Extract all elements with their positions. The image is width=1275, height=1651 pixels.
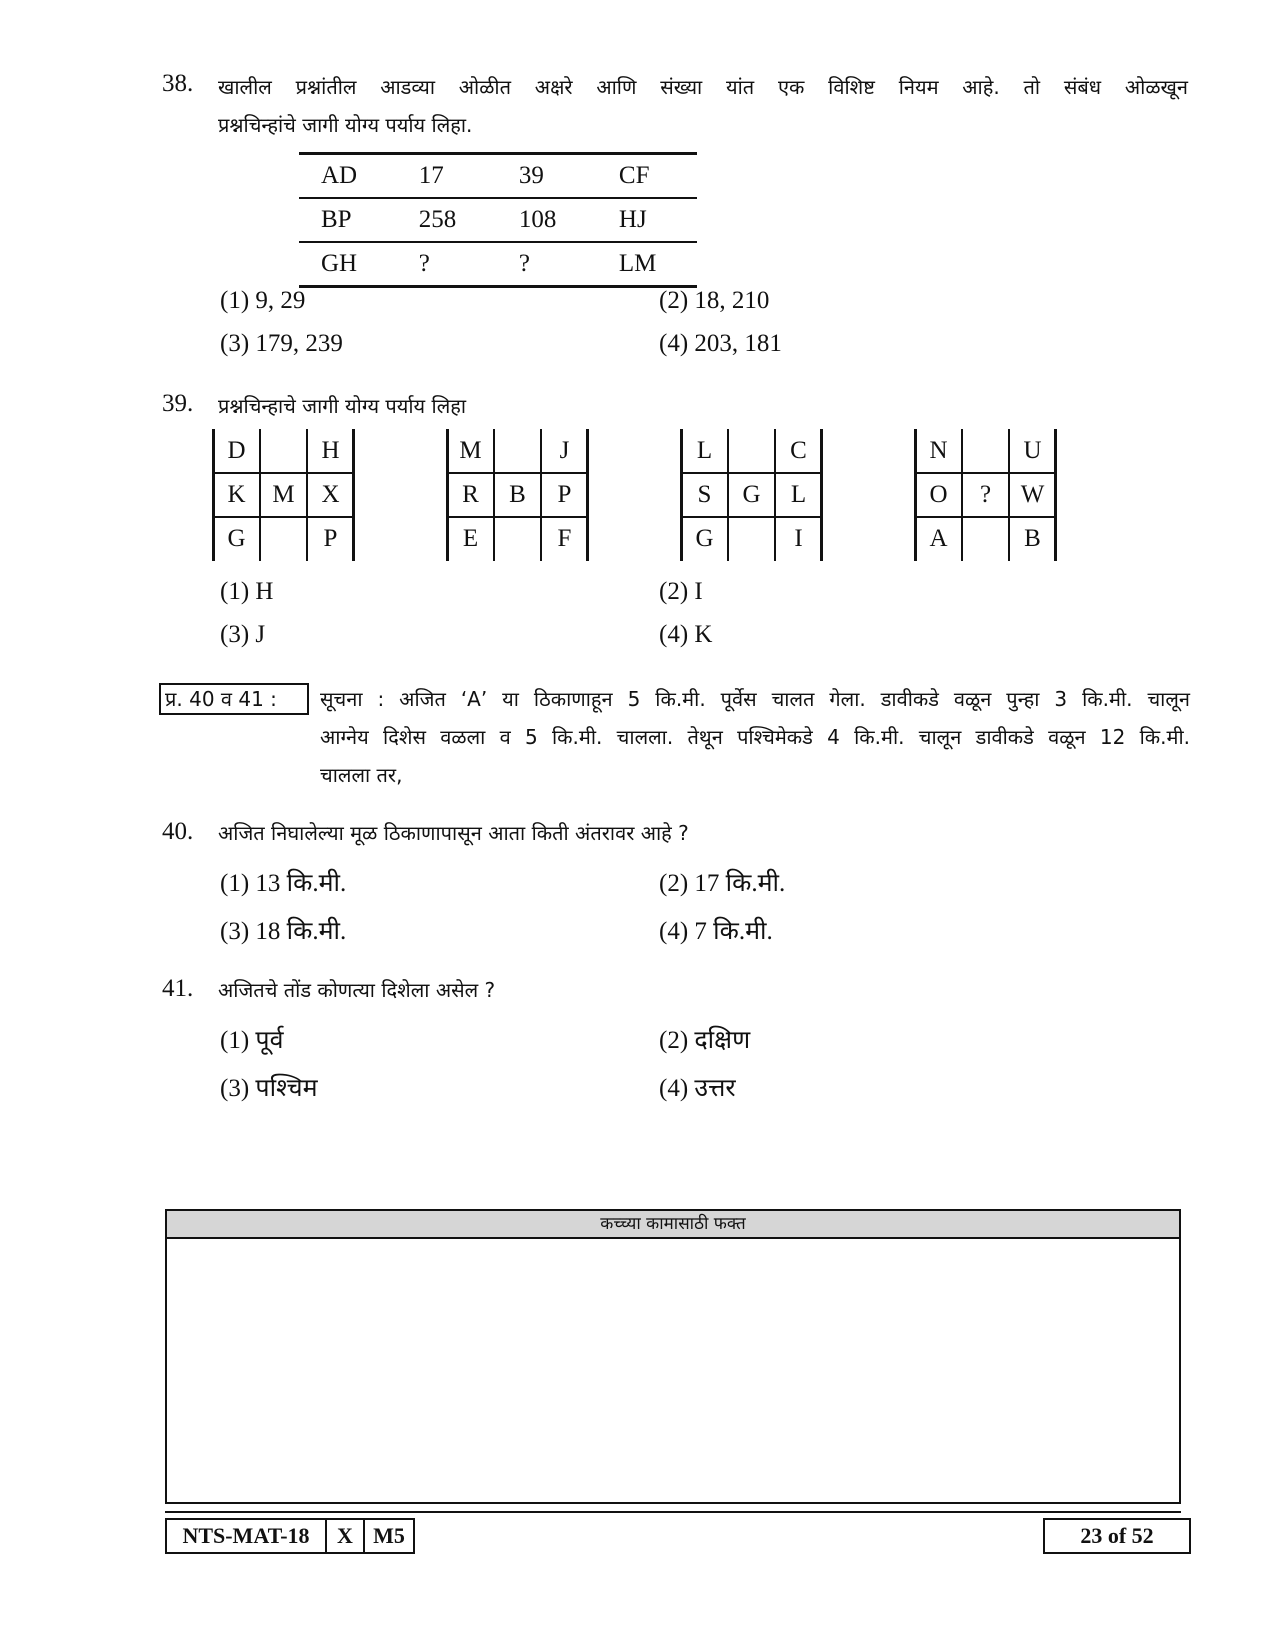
question-38-number: 38. [162, 70, 194, 97]
note-text-line1: सूचना : अजित ‘A’ या ठिकाणाहून 5 कि.मी. पूर्वेस चालत गेला. डावीकडे वळून पुन्हा 3 कि.मी. चालून [320, 687, 1190, 711]
question-38-option-1[interactable]: (1) 9, 29 [220, 287, 306, 314]
question-38-option-2[interactable]: (2) 18, 210 [659, 287, 770, 314]
question-41-option-4[interactable] [659, 1070, 736, 1104]
question-41-option-3[interactable] [220, 1070, 318, 1104]
grid-cell [494, 429, 541, 473]
option-text: (3) पश्चिम [220, 1075, 318, 1102]
table-cell: 258 [418, 206, 457, 233]
table-cell: HJ [618, 206, 647, 233]
question-39-number: 39. [162, 390, 194, 417]
question-40-option-3[interactable] [220, 913, 346, 947]
grid-cell: M [459, 437, 482, 464]
question-38-text-line1: खालील प्रश्नांतील आडव्या ओळीत अक्षरे आणि संख्या यांत एक विशिष्ट नियम आहे. तो संबंध ओळखून [218, 75, 1188, 99]
grid-cell: B [1024, 525, 1041, 552]
grid-cell: S [697, 481, 712, 508]
grid-cell: L [790, 481, 807, 508]
question-41-number: 41. [162, 975, 194, 1002]
grid-cell: O [929, 481, 948, 508]
grid-cell: H [321, 437, 340, 464]
note-label-box: प्र. 40 व 41 : [159, 683, 309, 715]
table-row [299, 198, 697, 242]
grid-cell [728, 517, 775, 561]
grid-cell: M [272, 481, 295, 508]
table-cell: 17 [418, 162, 444, 189]
grid-cell: G [227, 525, 246, 552]
question-39-option-4[interactable]: (4) K [659, 621, 713, 648]
footer-medium: M5 [363, 1518, 415, 1554]
question-41-option-1[interactable] [220, 1022, 284, 1056]
option-text: (2) 17 कि.मी. [659, 870, 786, 897]
question-39-option-3[interactable]: (3) J [220, 621, 266, 648]
table-cell: 39 [518, 162, 544, 189]
grid-cell: I [794, 525, 803, 552]
question-38-option-3[interactable]: (3) 179, 239 [220, 330, 343, 357]
grid-cell: N [929, 437, 948, 464]
table-cell: CF [618, 162, 650, 189]
grid-cell [260, 517, 307, 561]
option-text: (1) 13 कि.मी. [220, 870, 347, 897]
table-cell: ? [518, 250, 530, 277]
grid-cell: C [790, 437, 807, 464]
option-text: (3) 18 कि.मी. [220, 918, 347, 945]
grid-cell: D [227, 437, 246, 464]
letter-grid-1 [212, 429, 354, 561]
grid-cell: P [557, 481, 572, 508]
letter-grid-2 [446, 429, 588, 561]
table-cell: ? [418, 250, 430, 277]
question-39-option-2[interactable]: (2) I [659, 578, 703, 605]
option-text: (4) 7 कि.मी. [659, 918, 773, 945]
question-40-number: 40. [162, 818, 194, 845]
grid-cell [494, 517, 541, 561]
letter-grid-3 [680, 429, 822, 561]
grid-cell: K [227, 481, 246, 508]
table-cell: AD [321, 162, 358, 189]
footer-page-number: 23 of 52 [1043, 1518, 1191, 1554]
question-39-option-1[interactable]: (1) H [220, 578, 274, 605]
table-cell: BP [321, 206, 352, 233]
question-38-table [299, 152, 697, 288]
rough-work-box [165, 1209, 1181, 1504]
grid-cell: E [462, 525, 479, 552]
question-41-text: अजितचे तोंड कोणत्या दिशेला असेल ? [218, 978, 496, 1002]
option-text: (2) दक्षिण [659, 1027, 751, 1054]
question-40-option-4[interactable] [659, 913, 773, 947]
letter-grid-4 [914, 429, 1056, 561]
note-text-line2: आग्नेय दिशेस वळला व 5 कि.मी. चालला. तेथून पश्चिमेकडे 4 कि.मी. चालून डावीकडे वळून 12 कि.मी. [320, 725, 1190, 749]
grid-cell [962, 517, 1009, 561]
grid-cell: A [929, 525, 948, 552]
question-41-option-2[interactable] [659, 1022, 750, 1056]
grid-cell: ? [979, 481, 992, 508]
rough-work-title: कच्च्या कामासाठी फक्त [167, 1211, 1179, 1239]
note-text-line3: चालला तर, [320, 763, 403, 787]
question-40-option-2[interactable] [659, 865, 785, 899]
option-text: (4) उत्तर [659, 1075, 736, 1102]
grid-cell: F [557, 525, 572, 552]
question-39-text: प्रश्नचिन्हाचे जागी योग्य पर्याय लिहा [218, 394, 467, 418]
grid-cell: G [742, 481, 761, 508]
grid-cell: X [321, 481, 340, 508]
table-row [299, 154, 697, 199]
grid-cell [260, 429, 307, 473]
table-row [299, 242, 697, 287]
table-cell: 108 [518, 206, 557, 233]
grid-cell [962, 429, 1009, 473]
grid-cell: P [323, 525, 338, 552]
footer-class: X [325, 1518, 365, 1554]
footer-divider [165, 1511, 1181, 1513]
question-40-text: अजित निघालेल्या मूळ ठिकाणापासून आता किती अंतरावर आहे ? [218, 821, 689, 845]
question-38-text-line2: प्रश्नचिन्हांचे जागी योग्य पर्याय लिहा. [218, 113, 473, 137]
grid-cell: B [509, 481, 526, 508]
footer-paper-code: NTS-MAT-18 [165, 1518, 327, 1554]
table-cell: GH [321, 250, 358, 277]
table-cell: LM [618, 250, 657, 277]
question-40-option-1[interactable] [220, 865, 346, 899]
question-38-option-4[interactable]: (4) 203, 181 [659, 330, 782, 357]
grid-cell: R [462, 481, 479, 508]
grid-cell: L [696, 437, 713, 464]
grid-cell: W [1020, 481, 1045, 508]
grid-cell: G [695, 525, 714, 552]
grid-cell [728, 429, 775, 473]
grid-cell: U [1023, 437, 1042, 464]
option-text: (1) पूर्व [220, 1027, 284, 1054]
grid-cell: J [559, 437, 570, 464]
